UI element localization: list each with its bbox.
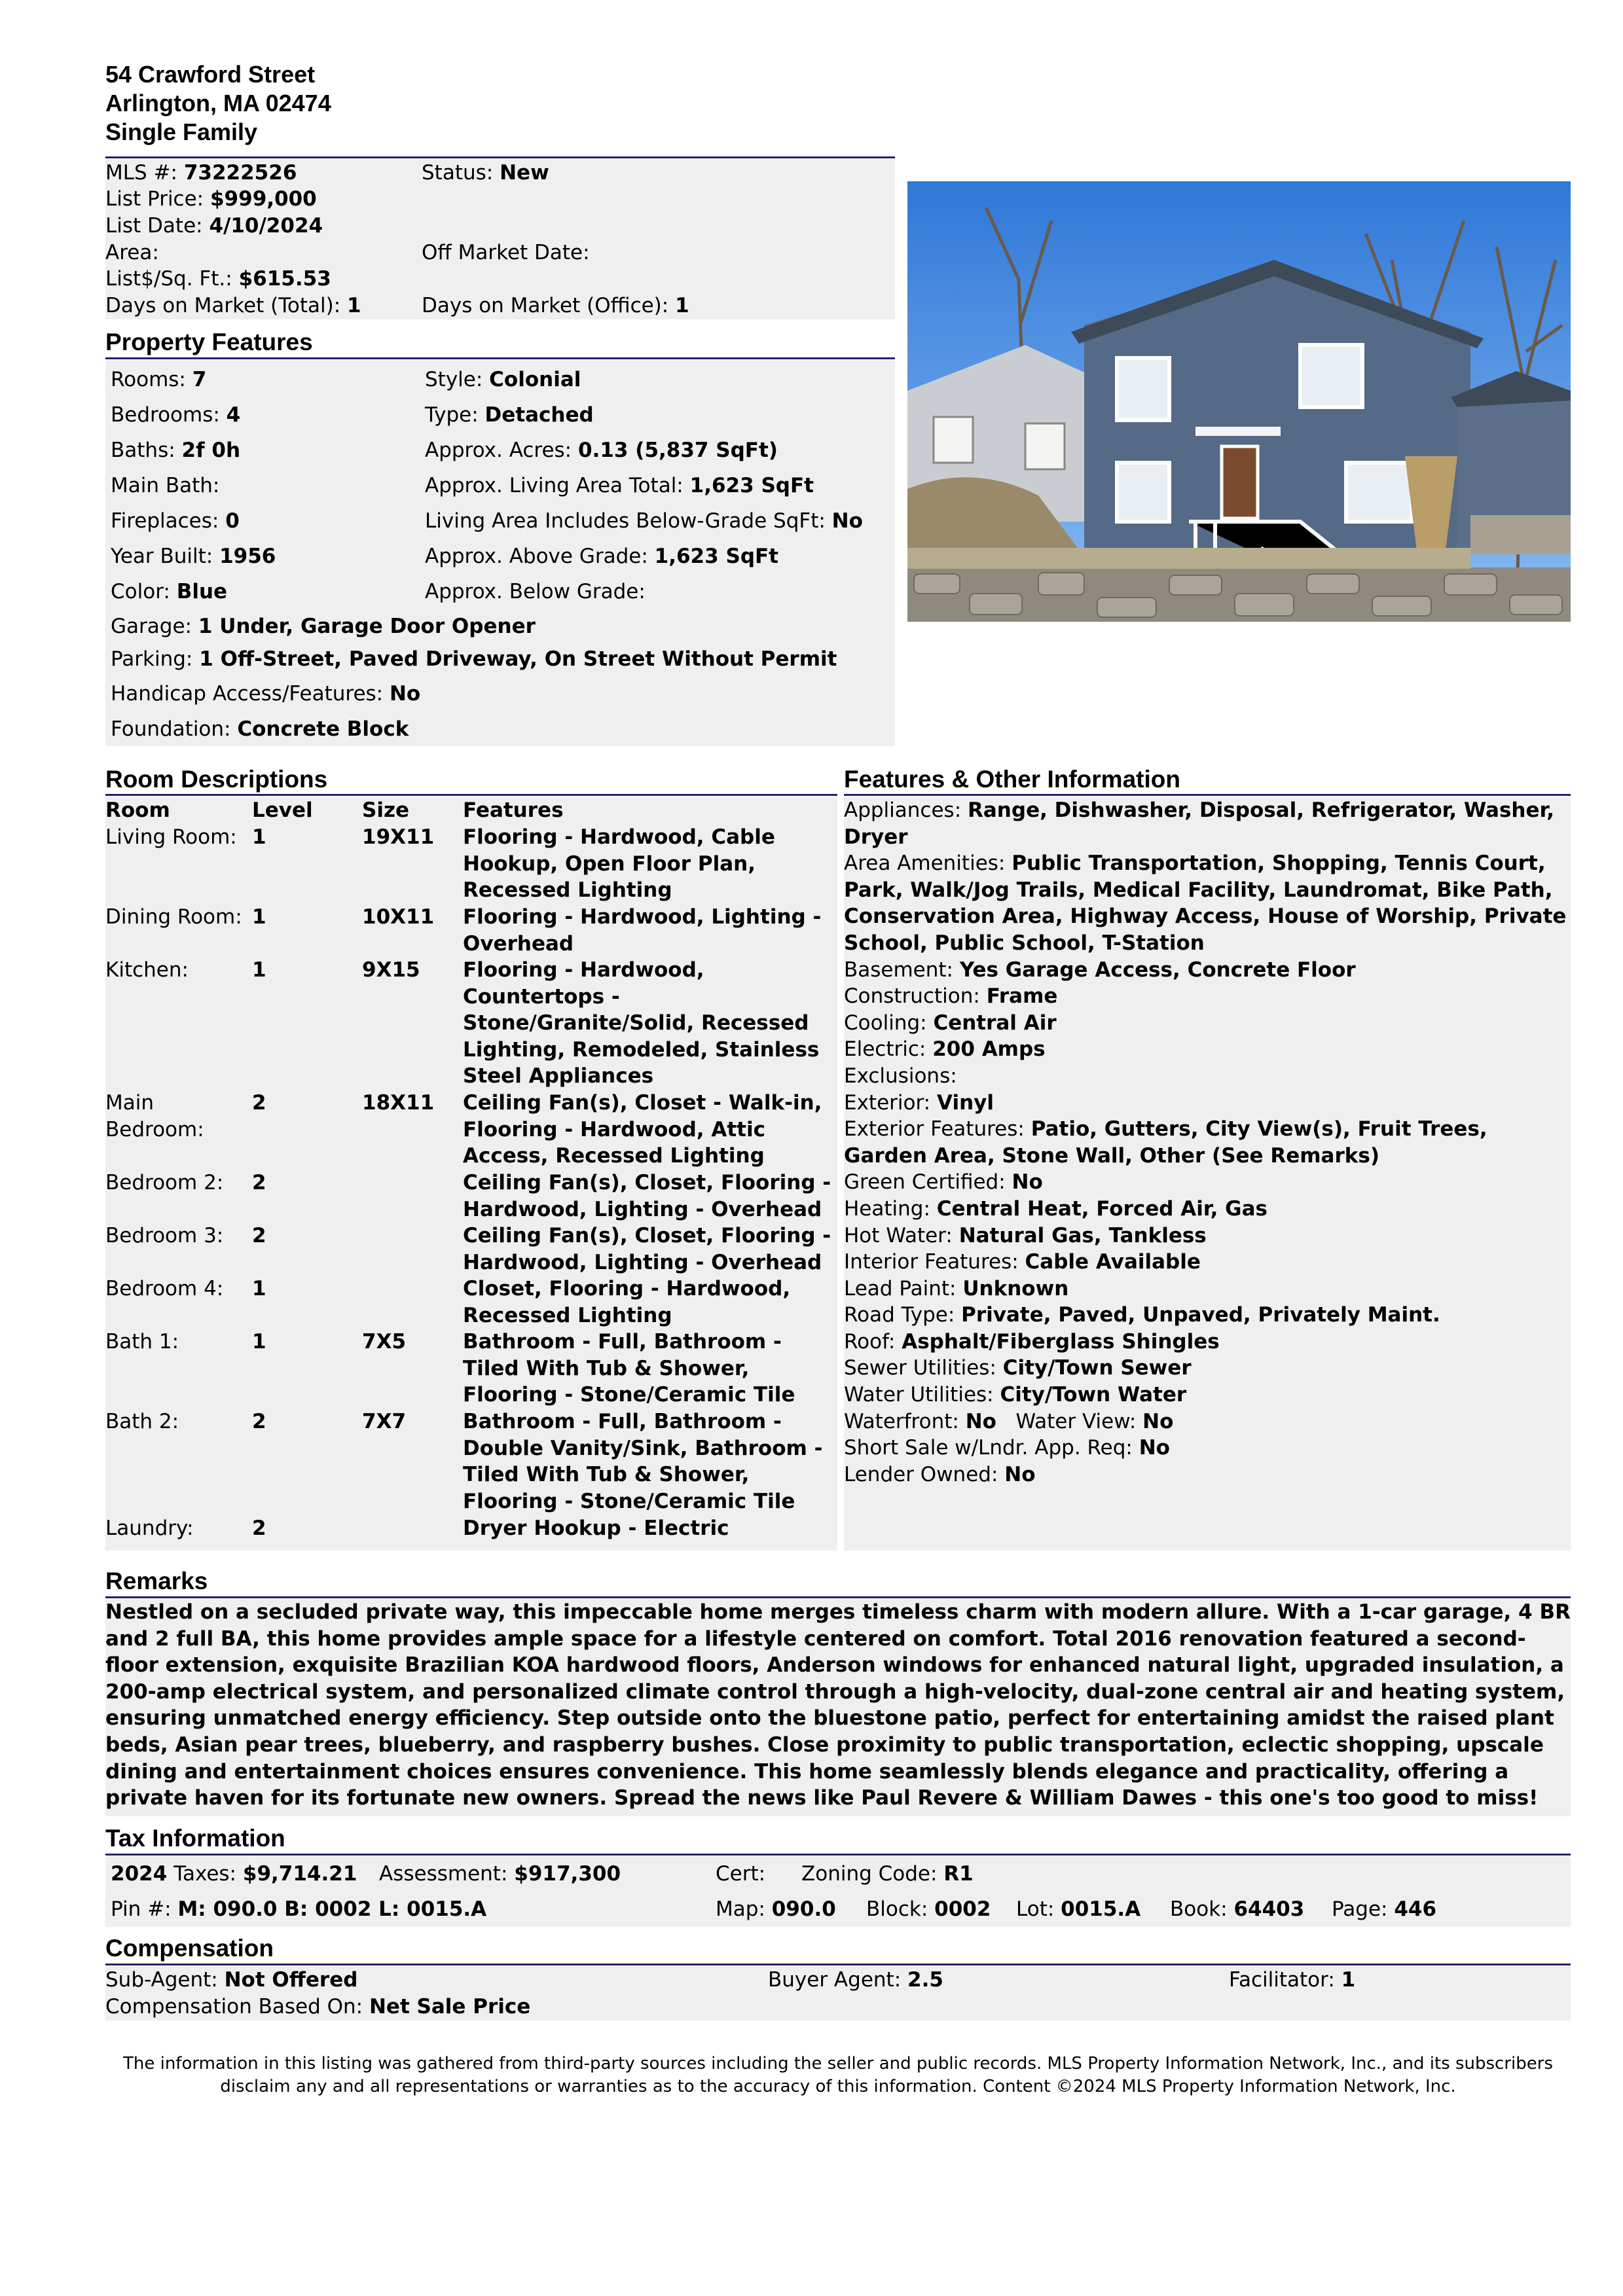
features-col-header: Features bbox=[463, 798, 564, 822]
room-room: Bath 1: bbox=[105, 1330, 179, 1354]
days-on-market-office: Days on Market (Office): 1 bbox=[422, 294, 689, 317]
other-info-item: Cooling: Central Air bbox=[844, 1011, 1057, 1035]
room-room: Bedroom 4: bbox=[105, 1277, 224, 1300]
room-room: Bedroom 2: bbox=[105, 1171, 224, 1194]
property-feature-3-right: Approx. Living Area Total: 1,623 SqFt bbox=[425, 474, 814, 497]
remarks-title: Remarks bbox=[105, 1568, 208, 1594]
other-info-item: Exterior: Vinyl bbox=[844, 1090, 994, 1115]
days-on-market-total: Days on Market (Total): 1 bbox=[105, 294, 361, 317]
tax-year-taxes: 2024 Taxes: $9,714.21 bbox=[111, 1862, 357, 1886]
property-feature-6-right: Approx. Below Grade: bbox=[425, 580, 646, 603]
room-col-header: Room bbox=[105, 798, 170, 822]
other-info-item: Construction: Frame bbox=[844, 984, 1058, 1009]
room-size: 7X5 bbox=[362, 1330, 407, 1354]
area: Area: bbox=[105, 241, 159, 264]
other-info-item: Water Utilities: City/Town Water bbox=[844, 1383, 1187, 1407]
price-per-sqft: List$/Sq. Ft.: $615.53 bbox=[105, 267, 331, 291]
other-info-item: Green Certified: No bbox=[844, 1170, 1043, 1194]
property-feature-1-left: Bedrooms: 4 bbox=[111, 403, 241, 427]
room-size: 9X15 bbox=[362, 958, 420, 982]
remarks-text: Nestled on a secluded private way, this impeccable home merges timeless charm with modern allure. With a 1-car garage, 4 BR and 2 full BA, this home provides ample space for a lifestyle centered on comfort. Total 2016 renovation featured a second-floor extension, exquisite Brazilian KOA hardwood floors, Anderson windows for enhanced natural light, upgraded insulation, a 200-amp electrical system, and personalized climate control through a high-velocity, dual-zone central air and heating system, ensuring unmatched energy efficiency. Step outside onto the bluestone patio, perfect for entertaining amidst the raised plant beds, Asian pear trees, blueberry, and raspberry bushes. Close proximity to public transportation, eclectic shopping, upscale dining and entertainment choices ensures convenience. This home seamlessly blends elegance and practicality, offering a private haven for its fortunate new owners. Spread the news like Paul Revere & William Dawes - this one's too good to miss! bbox=[105, 1600, 1571, 1810]
other-info-item: Appliances: Range, Dishwasher, Disposal, Refrigerator, Washer, Dryer bbox=[844, 798, 1555, 849]
room-level: 1 bbox=[252, 958, 266, 982]
room-level: 2 bbox=[252, 1516, 266, 1540]
other-info-item: Sewer Utilities: City/Town Sewer bbox=[844, 1356, 1192, 1380]
other-info-item: Area Amenities: Public Transportation, Shopping, Tennis Court, Park, Walk/Jog Trails, Medical Facility, Laundromat, Bike Path, Conservation Area, Highway Access, House of Worship, Private School, Public School, T-Station bbox=[844, 852, 1567, 955]
property-feature-6-left: Color: Blue bbox=[111, 580, 228, 603]
room-descriptions-title: Room Descriptions bbox=[105, 766, 328, 793]
listing-status: Status: New bbox=[422, 161, 549, 185]
compensation-based-on: Compensation Based On: Net Sale Price bbox=[105, 1995, 531, 2018]
block: Block: 0002 bbox=[866, 1897, 991, 1921]
waterfront-line: Waterfront: No Water View: No bbox=[844, 1409, 1174, 1433]
room-features: Bathroom - Full, Bathroom - Double Vanity/Sink, Bathroom - Tiled With Tub & Shower, Flooring - Stone/Ceramic Tile bbox=[463, 1410, 823, 1513]
map: Map: 090.0 bbox=[716, 1897, 836, 1921]
room-room: Kitchen: bbox=[105, 958, 189, 982]
room-level: 1 bbox=[252, 905, 266, 929]
tax-title: Tax Information bbox=[105, 1825, 285, 1852]
other-info-item: Roof: Asphalt/Fiberglass Shingles bbox=[844, 1329, 1220, 1354]
room-level: 2 bbox=[252, 1410, 266, 1433]
garage: Garage: 1 Under, Garage Door Opener bbox=[111, 615, 536, 638]
property-feature-5-right: Approx. Above Grade: 1,623 SqFt bbox=[425, 545, 779, 568]
short-sale-line: Short Sale w/Lndr. App. Req: No bbox=[844, 1436, 1170, 1460]
foundation: Foundation: Concrete Block bbox=[111, 717, 409, 741]
room-level: 2 bbox=[252, 1091, 266, 1115]
other-info-rule bbox=[844, 794, 1571, 796]
property-feature-4-right: Living Area Includes Below-Grade SqFt: No bbox=[425, 509, 863, 533]
other-info-item: Basement: Yes Garage Access, Concrete Floor bbox=[844, 958, 1356, 982]
mls-number: MLS #: 73222526 bbox=[105, 161, 297, 185]
room-level: 1 bbox=[252, 1277, 266, 1300]
property-features-rule bbox=[105, 357, 895, 359]
page: Page: 446 bbox=[1332, 1897, 1437, 1921]
list-price: List Price: $999,000 bbox=[105, 187, 317, 211]
room-features: Ceiling Fan(s), Closet, Flooring - Hardwood, Lighting - Overhead bbox=[463, 1224, 831, 1274]
property-feature-0-right: Style: Colonial bbox=[425, 368, 581, 391]
facilitator: Facilitator: 1 bbox=[1229, 1968, 1356, 1992]
room-features: Ceiling Fan(s), Closet, Flooring - Hardwood, Lighting - Overhead bbox=[463, 1171, 831, 1221]
room-features: Ceiling Fan(s), Closet - Walk-in, Flooring - Hardwood, Attic Access, Recessed Lighting bbox=[463, 1091, 822, 1168]
size-col-header: Size bbox=[362, 798, 410, 822]
lender-owned-line: Lender Owned: No bbox=[844, 1462, 1036, 1486]
tax-rule bbox=[105, 1854, 1571, 1856]
property-photo bbox=[907, 181, 1571, 622]
room-size: 7X7 bbox=[362, 1410, 407, 1433]
lot: Lot: 0015.A bbox=[1016, 1897, 1141, 1921]
tax-assessment: Assessment: $917,300 bbox=[379, 1862, 621, 1886]
room-features: Dryer Hookup - Electric bbox=[463, 1516, 729, 1540]
address-line-2: Arlington, MA 02474 bbox=[105, 90, 331, 117]
other-info-item: Exclusions: bbox=[844, 1064, 957, 1088]
zoning-code: Zoning Code: R1 bbox=[801, 1862, 974, 1886]
buyer-agent: Buyer Agent: 2.5 bbox=[768, 1968, 943, 1992]
other-info-item: Heating: Central Heat, Forced Air, Gas bbox=[844, 1196, 1267, 1221]
property-feature-1-right: Type: Detached bbox=[425, 403, 594, 427]
other-info-item: Exterior Features: Patio, Gutters, City View(s), Fruit Trees, Garden Area, Stone Wall, Other (See Remarks) bbox=[844, 1117, 1487, 1168]
header-rule bbox=[105, 156, 895, 158]
room-room: Dining Room: bbox=[105, 905, 242, 929]
room-level: 1 bbox=[252, 825, 266, 849]
other-info-list bbox=[844, 797, 1571, 1488]
other-info-title: Features & Other Information bbox=[844, 766, 1180, 793]
tax-cert: Cert: bbox=[716, 1862, 766, 1886]
house-photo-illustration bbox=[907, 181, 1571, 622]
room-features: Flooring - Hardwood, Lighting - Overhead bbox=[463, 905, 822, 956]
other-info-item: Hot Water: Natural Gas, Tankless bbox=[844, 1223, 1207, 1247]
room-room: Bedroom 3: bbox=[105, 1224, 224, 1247]
room-features: Flooring - Hardwood, Countertops - Stone/Granite/Solid, Recessed Lighting, Remodeled, Stainless Steel Appliances bbox=[463, 958, 820, 1088]
room-features: Flooring - Hardwood, Cable Hookup, Open Floor Plan, Recessed Lighting bbox=[463, 825, 775, 903]
property-feature-2-left: Baths: 2f 0h bbox=[111, 439, 241, 462]
other-info-item: Lead Paint: Unknown bbox=[844, 1276, 1069, 1300]
room-room: Bath 2: bbox=[105, 1410, 179, 1433]
room-size: 10X11 bbox=[362, 905, 435, 929]
property-feature-4-left: Fireplaces: 0 bbox=[111, 509, 240, 533]
compensation-title: Compensation bbox=[105, 1935, 274, 1962]
other-info-item: Electric: 200 Amps bbox=[844, 1037, 1046, 1062]
property-feature-0-left: Rooms: 7 bbox=[111, 368, 207, 391]
address-line-1: 54 Crawford Street bbox=[105, 61, 316, 88]
property-feature-2-right: Approx. Acres: 0.13 (5,837 SqFt) bbox=[425, 439, 778, 462]
room-level: 2 bbox=[252, 1171, 266, 1194]
room-features: Bathroom - Full, Bathroom - Tiled With Tub & Shower, Flooring - Stone/Ceramic Tile bbox=[463, 1330, 795, 1407]
property-feature-3-left: Main Bath: bbox=[111, 474, 220, 497]
remarks-rule bbox=[105, 1596, 1571, 1598]
other-info-item: Interior Features: Cable Available bbox=[844, 1250, 1201, 1274]
property-type: Single Family bbox=[105, 118, 258, 145]
parking: Parking: 1 Off-Street, Paved Driveway, On Street Without Permit bbox=[111, 647, 837, 671]
room-size: 19X11 bbox=[362, 825, 435, 849]
level-col-header: Level bbox=[252, 798, 313, 822]
room-room: Laundry: bbox=[105, 1516, 194, 1540]
disclaimer-line-2: disclaim any and all representations or warranties as to the accuracy of this information. Content ©2024 MLS Property Information Network, Inc. bbox=[220, 2077, 1456, 2096]
disclaimer-line-1: The information in this listing was gathered from third-party sources including the seller and public records. MLS Property Information Network, Inc., and its subscribers bbox=[122, 2054, 1553, 2073]
compensation-rule bbox=[105, 1964, 1571, 1965]
disclaimer bbox=[105, 2053, 1571, 2098]
list-date: List Date: 4/10/2024 bbox=[105, 214, 323, 238]
sub-agent: Sub-Agent: Not Offered bbox=[105, 1968, 358, 1992]
room-size: 18X11 bbox=[362, 1091, 435, 1115]
off-market-date: Off Market Date: bbox=[422, 241, 590, 264]
pin-number: Pin #: M: 090.0 B: 0002 L: 0015.A bbox=[111, 1897, 487, 1921]
room-descriptions-rule bbox=[105, 794, 837, 796]
other-info-item: Road Type: Private, Paved, Unpaved, Privately Maint. bbox=[844, 1303, 1440, 1327]
room-room: Living Room: bbox=[105, 825, 237, 849]
property-features-title: Property Features bbox=[105, 329, 313, 355]
room-level: 2 bbox=[252, 1224, 266, 1247]
room-room: Main Bedroom: bbox=[105, 1091, 204, 1141]
book: Book: 64403 bbox=[1170, 1897, 1305, 1921]
room-level: 1 bbox=[252, 1330, 266, 1354]
room-features: Closet, Flooring - Hardwood, Recessed Lighting bbox=[463, 1277, 791, 1327]
property-feature-5-left: Year Built: 1956 bbox=[111, 545, 276, 568]
handicap-access: Handicap Access/Features: No bbox=[111, 682, 421, 706]
